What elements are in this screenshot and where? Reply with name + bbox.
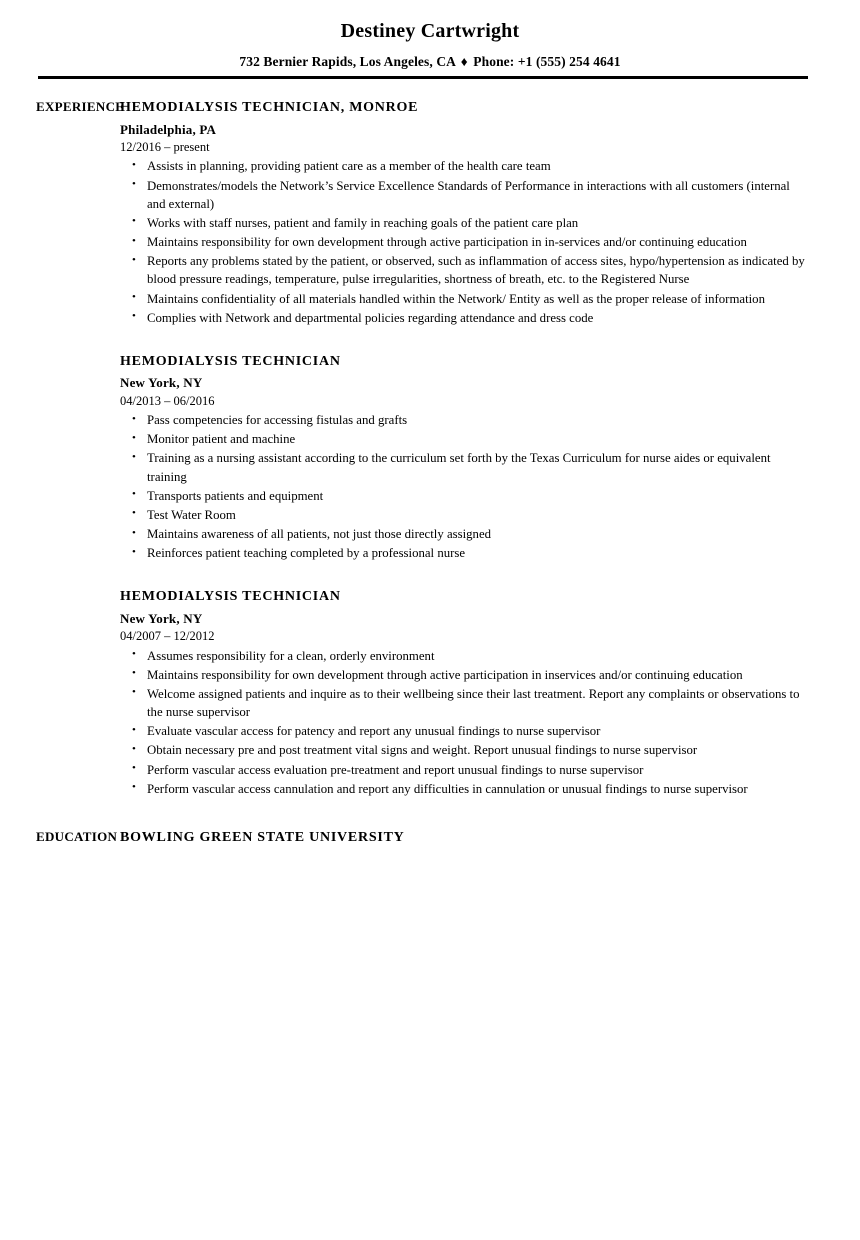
section-label-education: EDUCATION <box>36 828 118 844</box>
job-bullet: • Maintains confidentiality of all materials handled within the Network/ Entity as well as the proper release of information <box>120 290 810 308</box>
job-bullet: • Assumes responsibility for a clean, orderly environment <box>120 647 810 665</box>
header-divider <box>38 76 808 79</box>
education-section <box>0 829 860 847</box>
job-bullet: • Perform vascular access evaluation pre-treatment and report unusual findings to nurse supervisor <box>120 761 810 779</box>
job-title: HEMODIALYSIS TECHNICIAN <box>120 353 341 369</box>
job-bullet: • Evaluate vascular access for patency and report any unusual findings to nurse supervisor <box>120 722 810 740</box>
job-bullet: • Works with staff nurses, patient and family in reaching goals of the patient care plan <box>120 214 810 232</box>
job-location: New York, NY <box>120 375 203 391</box>
candidate-name: Destiney Cartwright <box>340 20 520 42</box>
experience-section <box>0 99 860 798</box>
school-name: BOWLING GREEN STATE UNIVERSITY <box>120 829 405 845</box>
job-bullet: • Reinforces patient teaching completed by a professional nurse <box>120 544 810 562</box>
contact-address: 732 Bernier Rapids, Los Angeles, CA <box>239 54 456 69</box>
job-bullet: • Monitor patient and machine <box>120 430 810 448</box>
job-bullet: • Transports patients and equipment <box>120 487 810 505</box>
job-bullet: • Maintains responsibility for own development through active participation in inservices and/or continuing education <box>120 666 810 684</box>
experience-entry <box>120 588 810 798</box>
job-title: HEMODIALYSIS TECHNICIAN, MONROE <box>120 100 419 116</box>
job-bullet: • Maintains awareness of all patients, not just those directly assigned <box>120 525 810 543</box>
job-bullet-list <box>120 647 810 798</box>
diamond-separator-icon: ♦ <box>460 54 468 69</box>
job-bullet: • Obtain necessary pre and post treatment vital signs and weight. Report unusual findings to nurse supervisor <box>120 741 810 759</box>
section-label-experience: EXPERIENCE <box>36 99 125 115</box>
job-bullet: • Reports any problems stated by the patient, or observed, such as inflammation of access sites, hypo/hypertension as indicated by blood pressure readings, temperature, pulse irregularities, shortness of breath, etc. to the Registered Nurse <box>120 252 810 288</box>
job-bullet: • Pass competencies for accessing fistulas and grafts <box>120 411 810 429</box>
job-dates: 04/2013 – 06/2016 <box>120 393 215 408</box>
experience-entries <box>120 99 860 798</box>
contact-line <box>0 54 860 70</box>
job-bullet: • Complies with Network and departmental policies regarding attendance and dress code <box>120 309 810 327</box>
job-bullet: • Perform vascular access cannulation and report any difficulties in cannulation or unusual findings to nurse supervisor <box>120 780 810 798</box>
job-dates: 04/2007 – 12/2012 <box>120 629 215 644</box>
job-location: New York, NY <box>120 610 203 626</box>
job-bullet: • Demonstrates/models the Network’s Service Excellence Standards of Performance in interactions with all customers (internal and external) <box>120 177 810 213</box>
job-dates: 12/2016 – present <box>120 140 210 155</box>
job-bullet: • Test Water Room <box>120 506 810 524</box>
job-bullet-list <box>120 411 810 562</box>
job-bullet: • Welcome assigned patients and inquire as to their wellbeing since their last treatment. Report any complaints or observations to the nurse supervisor <box>120 685 810 721</box>
contact-phone: Phone: +1 (555) 254 4641 <box>473 54 621 69</box>
job-bullet: • Maintains responsibility for own development through active participation in in-services and/or continuing education <box>120 233 810 251</box>
education-entries <box>120 829 860 847</box>
experience-entry <box>120 353 810 563</box>
job-title: HEMODIALYSIS TECHNICIAN <box>120 589 341 605</box>
job-bullet: • Assists in planning, providing patient care as a member of the health care team <box>120 157 810 175</box>
job-bullet: • Training as a nursing assistant according to the curriculum set forth by the Texas Curriculum for nurse aides or equivalent training <box>120 449 810 485</box>
job-bullet-list <box>120 157 810 326</box>
resume-header <box>0 0 860 79</box>
experience-entry <box>120 99 810 327</box>
job-location: Philadelphia, PA <box>120 121 217 137</box>
